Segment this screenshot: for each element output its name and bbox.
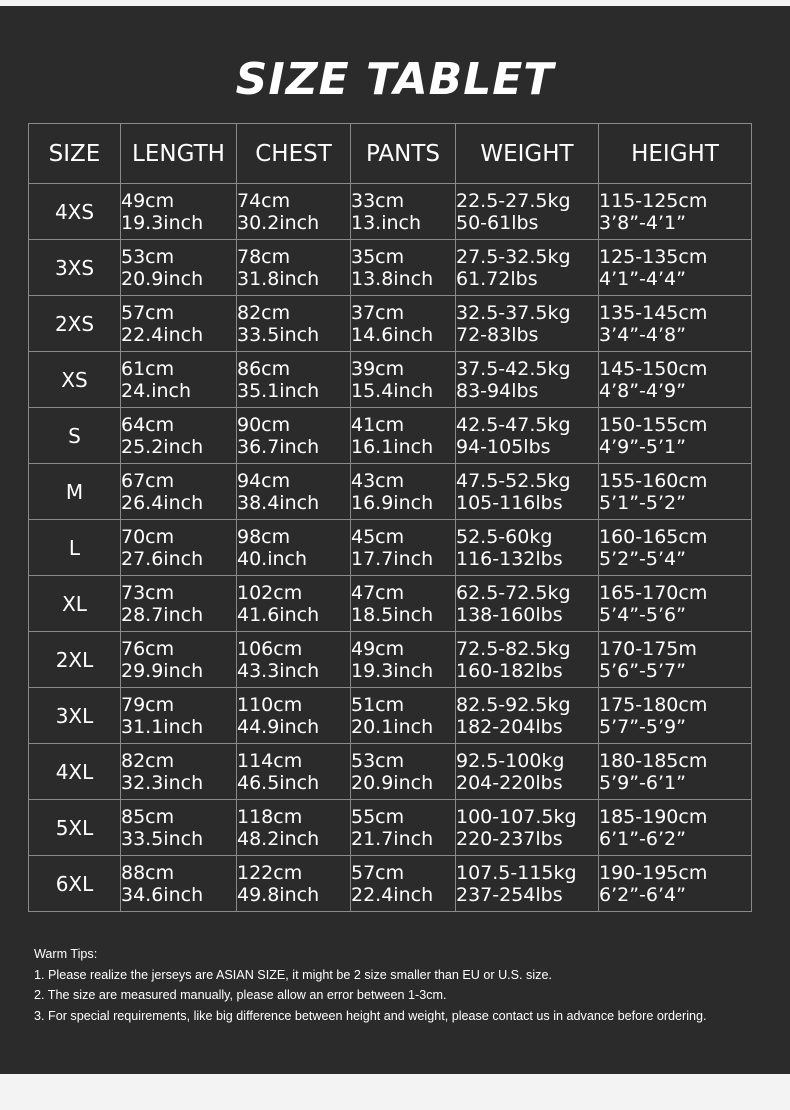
- pants-imperial: 20.1inch: [351, 715, 434, 738]
- chest-cell: [237, 856, 351, 912]
- warm-tips: [34, 944, 774, 1026]
- length-imperial: 26.4inch: [121, 491, 204, 514]
- chest-cell: [237, 352, 351, 408]
- chest-imperial: 44.9inch: [237, 715, 320, 738]
- length-imperial: 34.6inch: [121, 883, 204, 906]
- pants-metric: 53cm: [351, 749, 405, 772]
- pants-metric: 45cm: [351, 525, 405, 548]
- pants-cell: [351, 688, 456, 744]
- size-chart-panel: [0, 6, 790, 1074]
- weight-metric: 107.5-115kg: [456, 861, 577, 884]
- chest-metric: 94cm: [237, 469, 291, 492]
- length-metric: 79cm: [121, 693, 175, 716]
- chest-metric: 102cm: [237, 581, 303, 604]
- height-imperial: 6’2”-6’4”: [599, 883, 686, 906]
- chest-imperial: 36.7inch: [237, 435, 320, 458]
- height-cell: [599, 240, 752, 296]
- size-cell: 3XL: [29, 688, 121, 744]
- table-row: [29, 576, 752, 632]
- pants-metric: 55cm: [351, 805, 405, 828]
- length-imperial: 22.4inch: [121, 323, 204, 346]
- length-cell: [121, 800, 237, 856]
- pants-metric: 43cm: [351, 469, 405, 492]
- pants-imperial: 22.4inch: [351, 883, 434, 906]
- height-metric: 160-165cm: [599, 525, 708, 548]
- length-metric: 70cm: [121, 525, 175, 548]
- chest-metric: 86cm: [237, 357, 291, 380]
- weight-metric: 72.5-82.5kg: [456, 637, 571, 660]
- pants-cell: [351, 800, 456, 856]
- pants-imperial: 19.3inch: [351, 659, 434, 682]
- length-imperial: 27.6inch: [121, 547, 204, 570]
- chest-imperial: 46.5inch: [237, 771, 320, 794]
- page-title: SIZE TABLET: [235, 54, 555, 105]
- chest-imperial: 33.5inch: [237, 323, 320, 346]
- length-imperial: 20.9inch: [121, 267, 204, 290]
- pants-metric: 57cm: [351, 861, 405, 884]
- weight-cell: [456, 744, 599, 800]
- header-size: SIZE: [29, 124, 121, 184]
- pants-metric: 41cm: [351, 413, 405, 436]
- height-metric: 165-170cm: [599, 581, 708, 604]
- length-cell: [121, 688, 237, 744]
- height-imperial: 4’9”-5’1”: [599, 435, 686, 458]
- pants-imperial: 20.9inch: [351, 771, 434, 794]
- chest-cell: [237, 184, 351, 240]
- length-cell: [121, 632, 237, 688]
- chest-metric: 82cm: [237, 301, 291, 324]
- pants-cell: [351, 856, 456, 912]
- size-cell: 5XL: [29, 800, 121, 856]
- pants-imperial: 14.6inch: [351, 323, 434, 346]
- length-metric: 53cm: [121, 245, 175, 268]
- weight-cell: [456, 856, 599, 912]
- header-pants: PANTS: [351, 124, 456, 184]
- table-body: [29, 184, 752, 912]
- table-row: [29, 240, 752, 296]
- pants-cell: [351, 184, 456, 240]
- weight-imperial: 237-254lbs: [456, 883, 563, 906]
- height-imperial: 5’1”-5’2”: [599, 491, 686, 514]
- size-cell: 3XS: [29, 240, 121, 296]
- length-metric: 82cm: [121, 749, 175, 772]
- pants-cell: [351, 240, 456, 296]
- height-cell: [599, 352, 752, 408]
- weight-metric: 62.5-72.5kg: [456, 581, 571, 604]
- height-metric: 155-160cm: [599, 469, 708, 492]
- height-imperial: 6’1”-6’2”: [599, 827, 686, 850]
- height-metric: 135-145cm: [599, 301, 708, 324]
- chest-imperial: 35.1inch: [237, 379, 320, 402]
- pants-cell: [351, 296, 456, 352]
- chest-metric: 90cm: [237, 413, 291, 436]
- weight-cell: [456, 688, 599, 744]
- height-cell: [599, 408, 752, 464]
- table-row: [29, 296, 752, 352]
- pants-imperial: 16.9inch: [351, 491, 434, 514]
- tip-line-3: 3. For special requirements, like big difference between height and weight, please contact us in advance before ordering.: [34, 1008, 707, 1023]
- pants-metric: 49cm: [351, 637, 405, 660]
- table-row: [29, 688, 752, 744]
- chest-cell: [237, 408, 351, 464]
- pants-imperial: 17.7inch: [351, 547, 434, 570]
- length-cell: [121, 744, 237, 800]
- height-metric: 125-135cm: [599, 245, 708, 268]
- weight-imperial: 204-220lbs: [456, 771, 563, 794]
- height-imperial: 5’9”-6’1”: [599, 771, 686, 794]
- weight-metric: 32.5-37.5kg: [456, 301, 571, 324]
- weight-imperial: 61.72lbs: [456, 267, 538, 290]
- weight-imperial: 94-105lbs: [456, 435, 551, 458]
- pants-imperial: 18.5inch: [351, 603, 434, 626]
- height-cell: [599, 296, 752, 352]
- header-chest: CHEST: [237, 124, 351, 184]
- weight-metric: 27.5-32.5kg: [456, 245, 571, 268]
- table-row: [29, 632, 752, 688]
- weight-metric: 37.5-42.5kg: [456, 357, 571, 380]
- chest-imperial: 41.6inch: [237, 603, 320, 626]
- pants-cell: [351, 744, 456, 800]
- table-row: [29, 352, 752, 408]
- chest-metric: 74cm: [237, 189, 291, 212]
- length-imperial: 24.inch: [121, 379, 192, 402]
- length-imperial: 29.9inch: [121, 659, 204, 682]
- height-metric: 145-150cm: [599, 357, 708, 380]
- pants-cell: [351, 464, 456, 520]
- weight-imperial: 72-83lbs: [456, 323, 539, 346]
- pants-cell: [351, 632, 456, 688]
- size-cell: S: [29, 408, 121, 464]
- chest-cell: [237, 520, 351, 576]
- chest-imperial: 38.4inch: [237, 491, 320, 514]
- chest-cell: [237, 800, 351, 856]
- height-imperial: 5’4”-5’6”: [599, 603, 686, 626]
- weight-cell: [456, 184, 599, 240]
- weight-imperial: 182-204lbs: [456, 715, 563, 738]
- length-imperial: 33.5inch: [121, 827, 204, 850]
- length-metric: 67cm: [121, 469, 175, 492]
- weight-metric: 47.5-52.5kg: [456, 469, 571, 492]
- weight-imperial: 83-94lbs: [456, 379, 539, 402]
- weight-cell: [456, 520, 599, 576]
- pants-cell: [351, 576, 456, 632]
- length-metric: 64cm: [121, 413, 175, 436]
- height-cell: [599, 856, 752, 912]
- header-length: LENGTH: [121, 124, 237, 184]
- height-imperial: 5’6”-5’7”: [599, 659, 686, 682]
- chest-imperial: 30.2inch: [237, 211, 320, 234]
- tip-line-1: 1. Please realize the jerseys are ASIAN SIZE, it might be 2 size smaller than EU or U.S. size.: [34, 967, 552, 982]
- chest-imperial: 43.3inch: [237, 659, 320, 682]
- size-cell: 2XS: [29, 296, 121, 352]
- pants-metric: 47cm: [351, 581, 405, 604]
- weight-metric: 82.5-92.5kg: [456, 693, 571, 716]
- weight-metric: 52.5-60kg: [456, 525, 553, 548]
- length-cell: [121, 464, 237, 520]
- length-metric: 61cm: [121, 357, 175, 380]
- table-row: [29, 464, 752, 520]
- length-cell: [121, 576, 237, 632]
- chest-imperial: 31.8inch: [237, 267, 320, 290]
- pants-imperial: 15.4inch: [351, 379, 434, 402]
- height-cell: [599, 520, 752, 576]
- weight-cell: [456, 240, 599, 296]
- length-metric: 49cm: [121, 189, 175, 212]
- table-row: [29, 184, 752, 240]
- chest-metric: 110cm: [237, 693, 303, 716]
- height-metric: 190-195cm: [599, 861, 708, 884]
- weight-metric: 92.5-100kg: [456, 749, 565, 772]
- height-imperial: 4’8”-4’9”: [599, 379, 686, 402]
- size-cell: XS: [29, 352, 121, 408]
- size-cell: XL: [29, 576, 121, 632]
- pants-cell: [351, 352, 456, 408]
- header-weight: WEIGHT: [456, 124, 599, 184]
- pants-cell: [351, 408, 456, 464]
- table-row: [29, 856, 752, 912]
- weight-cell: [456, 576, 599, 632]
- weight-metric: 42.5-47.5kg: [456, 413, 571, 436]
- pants-imperial: 13.8inch: [351, 267, 434, 290]
- pants-cell: [351, 520, 456, 576]
- weight-cell: [456, 408, 599, 464]
- tips-heading: Warm Tips:: [34, 947, 98, 961]
- weight-imperial: 116-132lbs: [456, 547, 563, 570]
- chest-cell: [237, 240, 351, 296]
- height-metric: 115-125cm: [599, 189, 708, 212]
- pants-metric: 37cm: [351, 301, 405, 324]
- table-row: [29, 800, 752, 856]
- length-cell: [121, 856, 237, 912]
- weight-metric: 100-107.5kg: [456, 805, 577, 828]
- chest-imperial: 49.8inch: [237, 883, 320, 906]
- height-cell: [599, 744, 752, 800]
- chest-cell: [237, 688, 351, 744]
- weight-cell: [456, 464, 599, 520]
- height-cell: [599, 464, 752, 520]
- height-metric: 180-185cm: [599, 749, 708, 772]
- pants-imperial: 13.inch: [351, 211, 422, 234]
- height-imperial: 5’2”-5’4”: [599, 547, 686, 570]
- size-cell: L: [29, 520, 121, 576]
- height-cell: [599, 576, 752, 632]
- pants-metric: 33cm: [351, 189, 405, 212]
- weight-cell: [456, 352, 599, 408]
- weight-imperial: 138-160lbs: [456, 603, 563, 626]
- size-cell: M: [29, 464, 121, 520]
- height-imperial: 3’8”-4’1”: [599, 211, 686, 234]
- length-metric: 76cm: [121, 637, 175, 660]
- weight-cell: [456, 632, 599, 688]
- chest-imperial: 40.inch: [237, 547, 308, 570]
- weight-metric: 22.5-27.5kg: [456, 189, 571, 212]
- size-cell: 6XL: [29, 856, 121, 912]
- pants-metric: 35cm: [351, 245, 405, 268]
- chest-metric: 98cm: [237, 525, 291, 548]
- weight-imperial: 160-182lbs: [456, 659, 563, 682]
- header-height: HEIGHT: [599, 124, 752, 184]
- height-metric: 175-180cm: [599, 693, 708, 716]
- height-imperial: 3’4”-4’8”: [599, 323, 686, 346]
- weight-imperial: 220-237lbs: [456, 827, 563, 850]
- pants-imperial: 16.1inch: [351, 435, 434, 458]
- length-metric: 85cm: [121, 805, 175, 828]
- chest-metric: 122cm: [237, 861, 303, 884]
- length-imperial: 32.3inch: [121, 771, 204, 794]
- chest-cell: [237, 744, 351, 800]
- length-imperial: 31.1inch: [121, 715, 204, 738]
- table-header-row: [29, 124, 752, 184]
- chest-imperial: 48.2inch: [237, 827, 320, 850]
- weight-imperial: 50-61lbs: [456, 211, 539, 234]
- length-cell: [121, 296, 237, 352]
- length-imperial: 25.2inch: [121, 435, 204, 458]
- chest-metric: 114cm: [237, 749, 303, 772]
- table-row: [29, 744, 752, 800]
- height-cell: [599, 688, 752, 744]
- length-metric: 57cm: [121, 301, 175, 324]
- size-cell: 2XL: [29, 632, 121, 688]
- height-cell: [599, 632, 752, 688]
- height-metric: 150-155cm: [599, 413, 708, 436]
- tip-line-2: 2. The size are measured manually, please allow an error between 1-3cm.: [34, 988, 447, 1002]
- table-row: [29, 408, 752, 464]
- height-imperial: 5’7”-5’9”: [599, 715, 686, 738]
- chest-metric: 106cm: [237, 637, 303, 660]
- height-cell: [599, 184, 752, 240]
- pants-metric: 51cm: [351, 693, 405, 716]
- chest-cell: [237, 296, 351, 352]
- table-row: [29, 520, 752, 576]
- size-cell: 4XL: [29, 744, 121, 800]
- chest-metric: 78cm: [237, 245, 291, 268]
- weight-imperial: 105-116lbs: [456, 491, 563, 514]
- height-metric: 185-190cm: [599, 805, 708, 828]
- length-imperial: 19.3inch: [121, 211, 204, 234]
- length-metric: 73cm: [121, 581, 175, 604]
- height-imperial: 4’1”-4’4”: [599, 267, 686, 290]
- chest-cell: [237, 632, 351, 688]
- length-cell: [121, 352, 237, 408]
- height-metric: 170-175m: [599, 637, 697, 660]
- pants-imperial: 21.7inch: [351, 827, 434, 850]
- size-cell: 4XS: [29, 184, 121, 240]
- length-cell: [121, 240, 237, 296]
- length-cell: [121, 184, 237, 240]
- length-cell: [121, 520, 237, 576]
- chest-cell: [237, 464, 351, 520]
- length-metric: 88cm: [121, 861, 175, 884]
- size-table: [28, 123, 752, 912]
- weight-cell: [456, 296, 599, 352]
- height-cell: [599, 800, 752, 856]
- chest-cell: [237, 576, 351, 632]
- chest-metric: 118cm: [237, 805, 303, 828]
- length-cell: [121, 408, 237, 464]
- pants-metric: 39cm: [351, 357, 405, 380]
- length-imperial: 28.7inch: [121, 603, 204, 626]
- weight-cell: [456, 800, 599, 856]
